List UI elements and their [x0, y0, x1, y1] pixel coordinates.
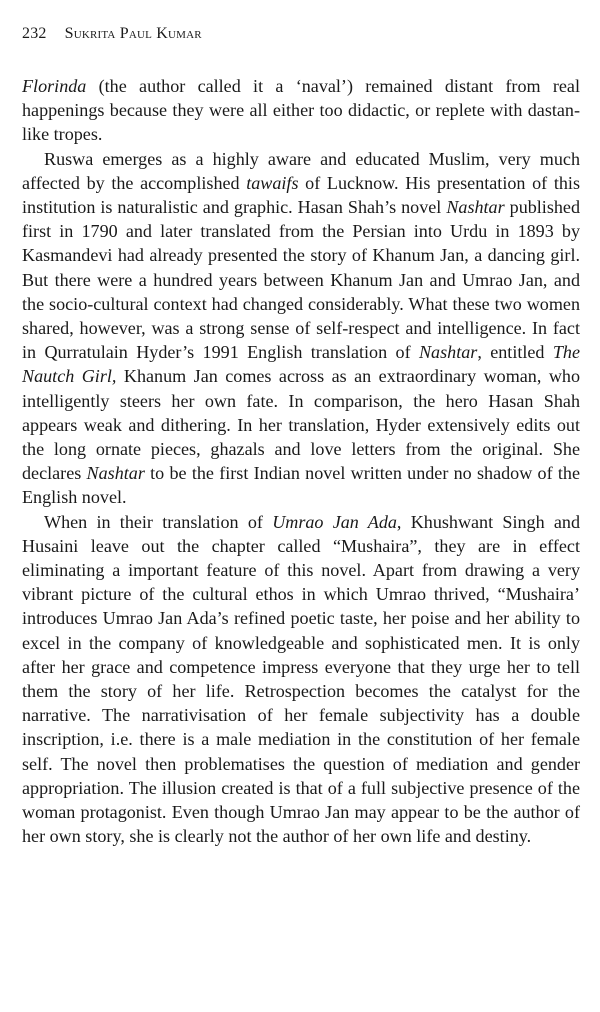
body-text [22, 74, 580, 849]
book-title-italic: Nashtar [418, 342, 478, 363]
book-title-italic: The Nautch Girl, [22, 342, 580, 387]
book-title-italic: Umrao Jan Ada [272, 511, 397, 532]
text-run: Ruswa emerges as a highly aware and educated Muslim, very much affected by the accomplished [22, 148, 580, 193]
paragraph [22, 74, 580, 147]
text-run: (the author called it a ‘naval’) remained distant from real happenings because they were all either too didactic, or replete with dastan-like tropes. [22, 76, 580, 145]
running-head-author: Sukrita Paul Kumar [64, 25, 202, 42]
book-title-italic: Nashtar [446, 197, 505, 218]
page-number: 232 [22, 25, 47, 42]
text-run: When in their translation of [44, 511, 273, 532]
running-head [22, 24, 580, 44]
paragraph [22, 147, 580, 510]
book-title-italic: Florinda [22, 76, 87, 96]
book-title-italic: Nashtar [86, 463, 145, 484]
text-run: , Khushwant Singh and Husaini leave out the chapter called “Mushaira”, they are in effect eliminating a important feature of this novel. Apart from drawing a very vibrant picture of the cultural ethos in which Umrao thrived, “Mushaira’ introduces Umrao Jan Ada’s refined poetic taste, her poise and her ability to excel in the company of knowledgeable and sophisticated men. It is only after her grace and competence impress everyone that they urge her to tell them the story of her life. Retrospection becomes the catalyst for the narrative. The narrativisation of her female subjectivity has a double inscription, i.e. there is a male mediation in the constitution of her female self. The novel then problematises the question of mediation and gender appropriation. The illusion created is that of a full subjective presence of the woman protagonist. Even though Umrao Jan may appear to be the author of her own story, she is clearly not the author of her own life and destiny. [22, 511, 580, 847]
text-run: published first in 1790 and later translated from the Persian into Urdu in 1893 by Kasmandevi had already presented the story of Khanum Jan, a dancing girl. But there were a hundred years between Khanum Jan and Umrao Jan, and the socio-cultural context had changed considerably. What these two women shared, however, was a strong sense of self-respect and intelligence. In fact in Qurratulain Hyder’s 1991 English translation of [22, 197, 581, 363]
book-page [22, 24, 580, 849]
text-run: , entitled [477, 342, 553, 363]
paragraph [22, 510, 580, 849]
text-run: Khanum Jan comes across as an extraordinary woman, who intelligently steers her own fate. In comparison, the hero Hasan Shah appears weak and dithering. In her translation, Hyder extensively edits out the long ornate pieces, ghazals and love letters from the original. She declares [22, 366, 580, 484]
italic-term: tawaifs [246, 172, 299, 193]
text-run: of Lucknow. His presentation of this institution is naturalistic and graphic. Hasan Shah’s novel [22, 172, 580, 218]
text-run: to be the first Indian novel written under no shadow of the English novel. [22, 463, 580, 508]
